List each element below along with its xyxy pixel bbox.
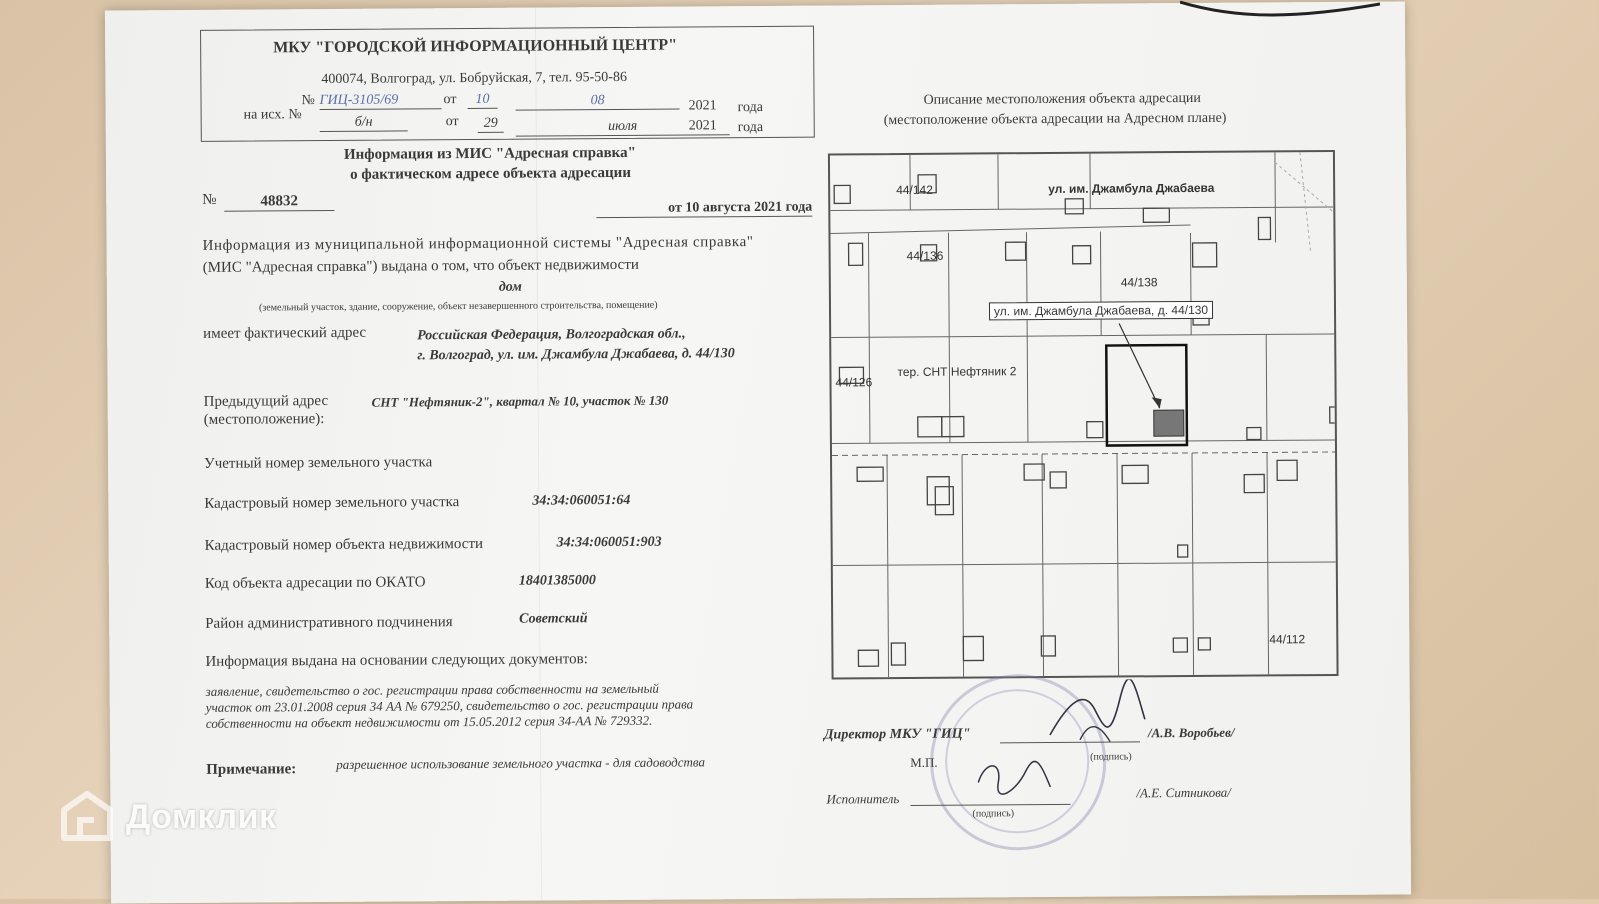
intro-line2: (МИС "Адресная справка") выдана о том, что объект недвижимости — [203, 257, 639, 277]
prev-label2: (местоположение): — [204, 411, 325, 429]
map-caption2: (местоположение объекта адресации на Адресном плане) — [884, 111, 1227, 129]
inc-year-word: года — [738, 120, 763, 136]
map-caption1: Описание местоположения объекта адресации — [923, 91, 1200, 109]
out-month: 08 — [515, 93, 679, 111]
okato-label: Код объекта адресации по ОКАТО — [205, 574, 426, 593]
object-hint: (земельный участок, здание, сооружение, объект незавершенного строительства, помещение) — [259, 300, 658, 314]
executor-label: Исполнитель — [826, 791, 899, 808]
domclick-brand: Домклик — [126, 798, 277, 837]
basis-label: Информация выдана на основании следующих документов: — [205, 651, 588, 671]
cad-obj-value: 34:34:060051:903 — [557, 535, 662, 552]
intro-line1: Информация из муниципальной информационной системы "Адресная справка" — [202, 234, 753, 255]
prev-value: СНТ "Нефтяник-2", квартал № 10, участок № 130 — [372, 393, 669, 411]
lot-label-142: 44/142 — [896, 183, 933, 197]
ref-date: от 10 августа 2021 года — [596, 200, 812, 219]
note-value: разрешенное использование земельного участка - для садоводства — [336, 754, 705, 773]
basis-line3: собственности на объект недвижимости от 15.05.2012 серия 34-АА № 729332. — [206, 713, 653, 732]
lot-label-136: 44/136 — [907, 249, 944, 263]
prev-label1: Предыдущий адрес — [204, 393, 329, 411]
executor-signature — [970, 752, 1060, 803]
target-building — [1154, 410, 1184, 436]
out-from-label: от — [443, 92, 456, 108]
actual-line1: Российская Федерация, Волгоградская обл., — [417, 327, 685, 345]
object-type: дом — [499, 280, 522, 296]
title-line1: Информация из МИС "Адресная справка" — [344, 145, 636, 164]
inc-no-label: на исх. № — [244, 107, 302, 123]
basis-line2: участок от 23.01.2008 серия 34 АА № 679250, свидетельство о гос. регистрации права — [206, 696, 693, 715]
lot-label-138: 44/138 — [1121, 275, 1158, 289]
inc-day: 29 — [478, 116, 504, 133]
basis-line1: заявление, свидетельство о гос. регистрации права собственности на земельный — [206, 681, 659, 700]
acc-label: Учетный номер земельного участка — [204, 454, 432, 473]
district-value: Советский — [519, 611, 587, 627]
inc-month: июля — [516, 118, 730, 136]
out-day: 10 — [467, 92, 497, 109]
out-no-label: № — [301, 93, 314, 109]
title-line2: о фактическом адресе объекта адресации — [350, 165, 631, 184]
inc-from-label: от — [446, 114, 459, 130]
cad-obj-label: Кадастровый номер объекта недвижимости — [205, 536, 483, 555]
ref-number: 48832 — [224, 193, 334, 212]
document-sheet — [105, 1, 1411, 903]
out-year-word: года — [738, 100, 763, 116]
mp-label: М.П. — [910, 755, 938, 771]
director-signature — [1040, 679, 1150, 750]
org-name: МКУ "ГОРОДСКОЙ ИНФОРМАЦИОННЫЙ ЦЕНТР" — [273, 37, 677, 58]
actual-line2: г. Волгоград, ул. им. Джамбула Джабаева, д. 44/130 — [417, 346, 734, 364]
okato-value: 18401385000 — [519, 573, 596, 590]
note-label: Примечание: — [206, 761, 296, 779]
lot-label-126: 44/126 — [835, 375, 872, 389]
cad-land-label: Кадастровый номер земельного участка — [204, 494, 459, 513]
inc-number: б/н — [320, 114, 408, 132]
cad-land-value: 34:34:060051:64 — [532, 493, 630, 510]
street-label: ул. им. Джамбула Джабаева — [1048, 181, 1214, 196]
lot-label-112: 44/112 — [1269, 632, 1305, 646]
cable — [1180, 0, 1380, 30]
executor-sign-hint: (подпись) — [972, 808, 1014, 819]
out-year: 2021 — [689, 98, 717, 114]
callout-pointer — [1119, 323, 1160, 408]
map-drawing — [830, 152, 1337, 677]
actual-label: имеет фактический адрес — [203, 325, 366, 343]
director-name: /А.В. Воробьев/ — [1148, 725, 1235, 742]
domclick-watermark — [60, 790, 277, 844]
ref-no-label: № — [202, 192, 216, 209]
address-plan-map — [828, 150, 1339, 680]
director-label: Директор МКУ "ГИЦ" — [824, 727, 971, 744]
inc-year: 2021 — [689, 118, 717, 134]
out-number: ГИЦ-3105/69 — [319, 92, 441, 110]
address-callout: ул. им. Джамбула Джабаева, д. 44/130 — [989, 301, 1213, 321]
house-logo-icon — [60, 790, 114, 844]
org-address: 400074, Волгоград, ул. Бобруйская, 7, тел. 95-50-86 — [321, 70, 627, 88]
territory-label: тер. СНТ Нефтяник 2 — [897, 364, 1016, 379]
director-sign-hint: (подпись) — [1090, 751, 1132, 762]
district-label: Район административного подчинения — [205, 614, 453, 633]
executor-name: /А.Е. Ситникова/ — [1136, 785, 1231, 802]
